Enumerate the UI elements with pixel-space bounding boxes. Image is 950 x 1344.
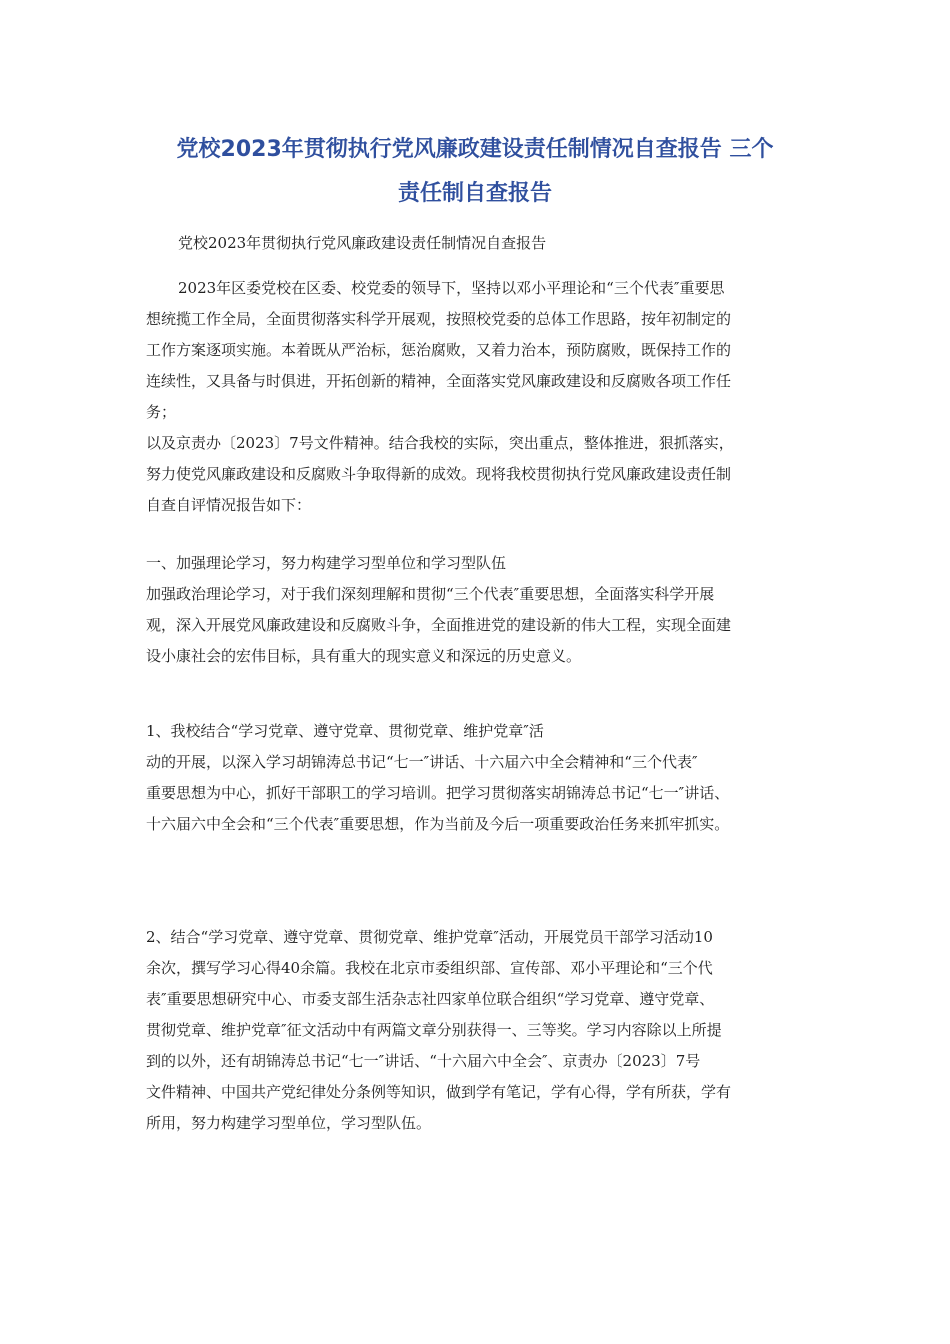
document-title [120, 128, 830, 216]
section-body-line: 设小康社会的宏伟目标，具有重大的现实意义和深远的历史意义。 [146, 647, 582, 665]
intro-line: 以及京责办〔2023〕7号文件精神。结合我校的实际，突出重点，整体推进，狠抓落实， [146, 434, 734, 452]
item2-line: 贯彻党章、维护党章″征文活动中有两篇文章分别获得一、三等奖。学习内容除以上所提 [146, 1021, 722, 1039]
intro-line: 2023年区委党校在区委、校党委的领导下，坚持以邓小平理论和“三个代表″重要思 [178, 279, 725, 297]
title-line-1: 党校2023年贯彻执行党风廉政建设责任制情况自查报告 三个 [176, 137, 774, 162]
item2-line: 余次，撰写学习心得40余篇。我校在北京市委组织部、宣传部、邓小平理论和“三个代 [146, 959, 713, 977]
subtitle: 党校2023年贯彻执行党风廉政建设责任制情况自查报告 [178, 234, 547, 252]
intro-line: 努力使党风廉政建设和反腐败斗争取得新的成效。现将我校贯彻执行党风廉政建设责任制 [146, 465, 732, 483]
section-heading: 一、加强理论学习，努力构建学习型单位和学习型队伍 [146, 554, 507, 572]
item1-line: 重要思想为中心，抓好干部职工的学习培训。把学习贯彻落实胡锦涛总书记“七一″讲话、 [146, 784, 730, 802]
item2-line: 2、结合“学习党章、遵守党章、贯彻党章、维护党章″活动，开展党员干部学习活动10 [146, 928, 713, 946]
item1-line: 十六届六中全会和“三个代表″重要思想，作为当前及今后一项重要政治任务来抓牢抓实。 [146, 815, 730, 833]
intro-line: 自查自评情况报告如下： [146, 496, 312, 514]
item1-line: 1、我校结合“学习党章、遵守党章、贯彻党章、维护党章″活 [146, 722, 544, 740]
item1-line: 动的开展，以深入学习胡锦涛总书记“七一″讲话、十六届六中全会精神和“三个代表″ [146, 753, 698, 771]
intro-line: 想统揽工作全局，全面贯彻落实科学开展观，按照校党委的总体工作思路，按年初制定的 [146, 310, 732, 328]
item2-line: 到的以外，还有胡锦涛总书记“七一″讲话、“十六届六中全会″、京责办〔2023〕7号 [146, 1052, 701, 1070]
section-body-line: 加强政治理论学习，对于我们深刻理解和贯彻“三个代表″重要思想，全面落实科学开展 [146, 585, 715, 603]
intro-line: 连续性，又具备与时俱进，开拓创新的精神，全面落实党风廉政建设和反腐败各项工作任 [146, 372, 732, 390]
item2-line: 所用，努力构建学习型单位，学习型队伍。 [146, 1114, 432, 1132]
intro-line: 务； [146, 403, 177, 421]
section-body-line: 观，深入开展党风廉政建设和反腐败斗争，全面推进党的建设新的伟大工程，实现全面建 [146, 616, 732, 634]
title-line-2: 责任制自查报告 [397, 181, 552, 206]
item2-line: 文件精神、中国共产党纪律处分条例等知识，做到学有笔记，学有心得，学有所获，学有 [146, 1083, 732, 1101]
item2-line: 表″重要思想研究中心、市委支部生活杂志社四家单位联合组织“学习党章、遵守党章、 [146, 990, 715, 1008]
intro-line: 工作方案逐项实施。本着既从严治标，惩治腐败，又着力治本，预防腐败，既保持工作的 [146, 341, 732, 359]
